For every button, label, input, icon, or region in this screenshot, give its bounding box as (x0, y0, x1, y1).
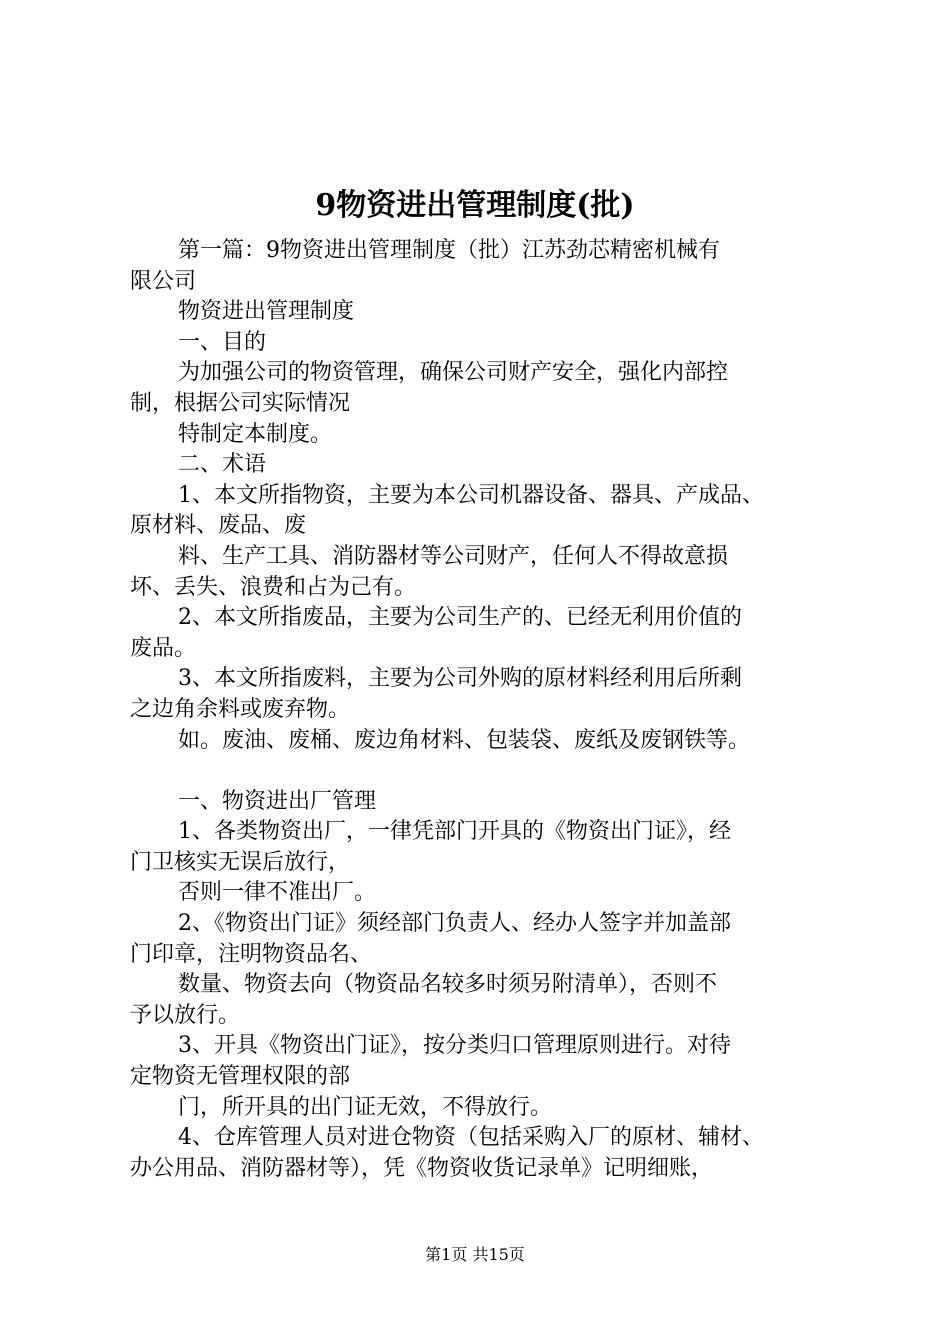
paragraph-line: 坏、丢失、浪费和占为己有。 (130, 574, 417, 600)
paragraph-line: 之边角余料或废弃物。 (130, 696, 351, 722)
paragraph-line: 二、术语 (178, 452, 267, 478)
paragraph-line: 门印章，注明物资品名、 (130, 941, 373, 967)
paragraph-line: 原材料、废品、废 (130, 513, 307, 539)
page-number-footer: 第1页 共15页 (425, 1245, 525, 1264)
paragraph-line: 物资进出管理制度 (178, 299, 355, 325)
paragraph-line: 限公司 (130, 268, 197, 294)
paragraph-line: 1、本文所指物资，主要为本公司机器设备、器具、产成品、 (178, 482, 764, 508)
paragraph-line: 第一篇：9物资进出管理制度（批）江苏劲芯精密机械有 (178, 238, 720, 263)
paragraph-line: 一、目的 (178, 329, 267, 355)
paragraph-line: 料、生产工具、消防器材等公司财产，任何人不得故意损 (178, 543, 729, 569)
paragraph-line: 办公用品、消防器材等），凭《物资收货记录单》记明细账， (130, 1155, 714, 1181)
paragraph-line: 予以放行。 (130, 1002, 241, 1028)
paragraph-line: 废品。 (130, 635, 197, 661)
paragraph-line: 定物资无管理权限的部 (130, 1064, 351, 1090)
paragraph-line: 制，根据公司实际情况 (130, 390, 351, 416)
paragraph-line: 3、本文所指废料，主要为公司外购的原材料经利用后所剩 (178, 666, 742, 692)
blank-line (130, 756, 850, 787)
paragraph-line: 一、物资进出厂管理 (178, 788, 377, 814)
paragraph-line: 如。废油、废桶、废边角材料、包装袋、废纸及废钢铁等。 (178, 727, 751, 753)
paragraph-line: 门，所开具的出门证无效，不得放行。 (178, 1094, 553, 1120)
paragraph-line: 数量、物资去向（物资品名较多时须另附清单），否则不 (178, 972, 718, 998)
paragraph-line: 否则一律不准出厂。 (178, 880, 377, 906)
document-title: 9物资进出管理制度(批) (315, 188, 635, 223)
document-body (130, 236, 850, 1184)
paragraph-line: 门卫核实无误后放行， (130, 849, 351, 875)
paragraph-line: 1、各类物资出厂，一律凭部门开具的《物资出门证》，经 (178, 819, 731, 845)
paragraph-line: 2、本文所指废品，主要为公司生产的、已经无利用价值的 (178, 605, 742, 631)
paragraph-line: 为加强公司的物资管理，确保公司财产安全，强化内部控 (178, 360, 729, 386)
paragraph-line: 4、仓库管理人员对进仓物资（包括采购入厂的原材、辅材、 (178, 1125, 764, 1151)
paragraph-line: 3、开具《物资出门证》，按分类归口管理原则进行。对待 (178, 1033, 731, 1059)
paragraph-line: 2、《物资出门证》须经部门负责人、经办人签字并加盖部 (178, 911, 731, 937)
paragraph-line: 特制定本制度。 (178, 421, 333, 447)
